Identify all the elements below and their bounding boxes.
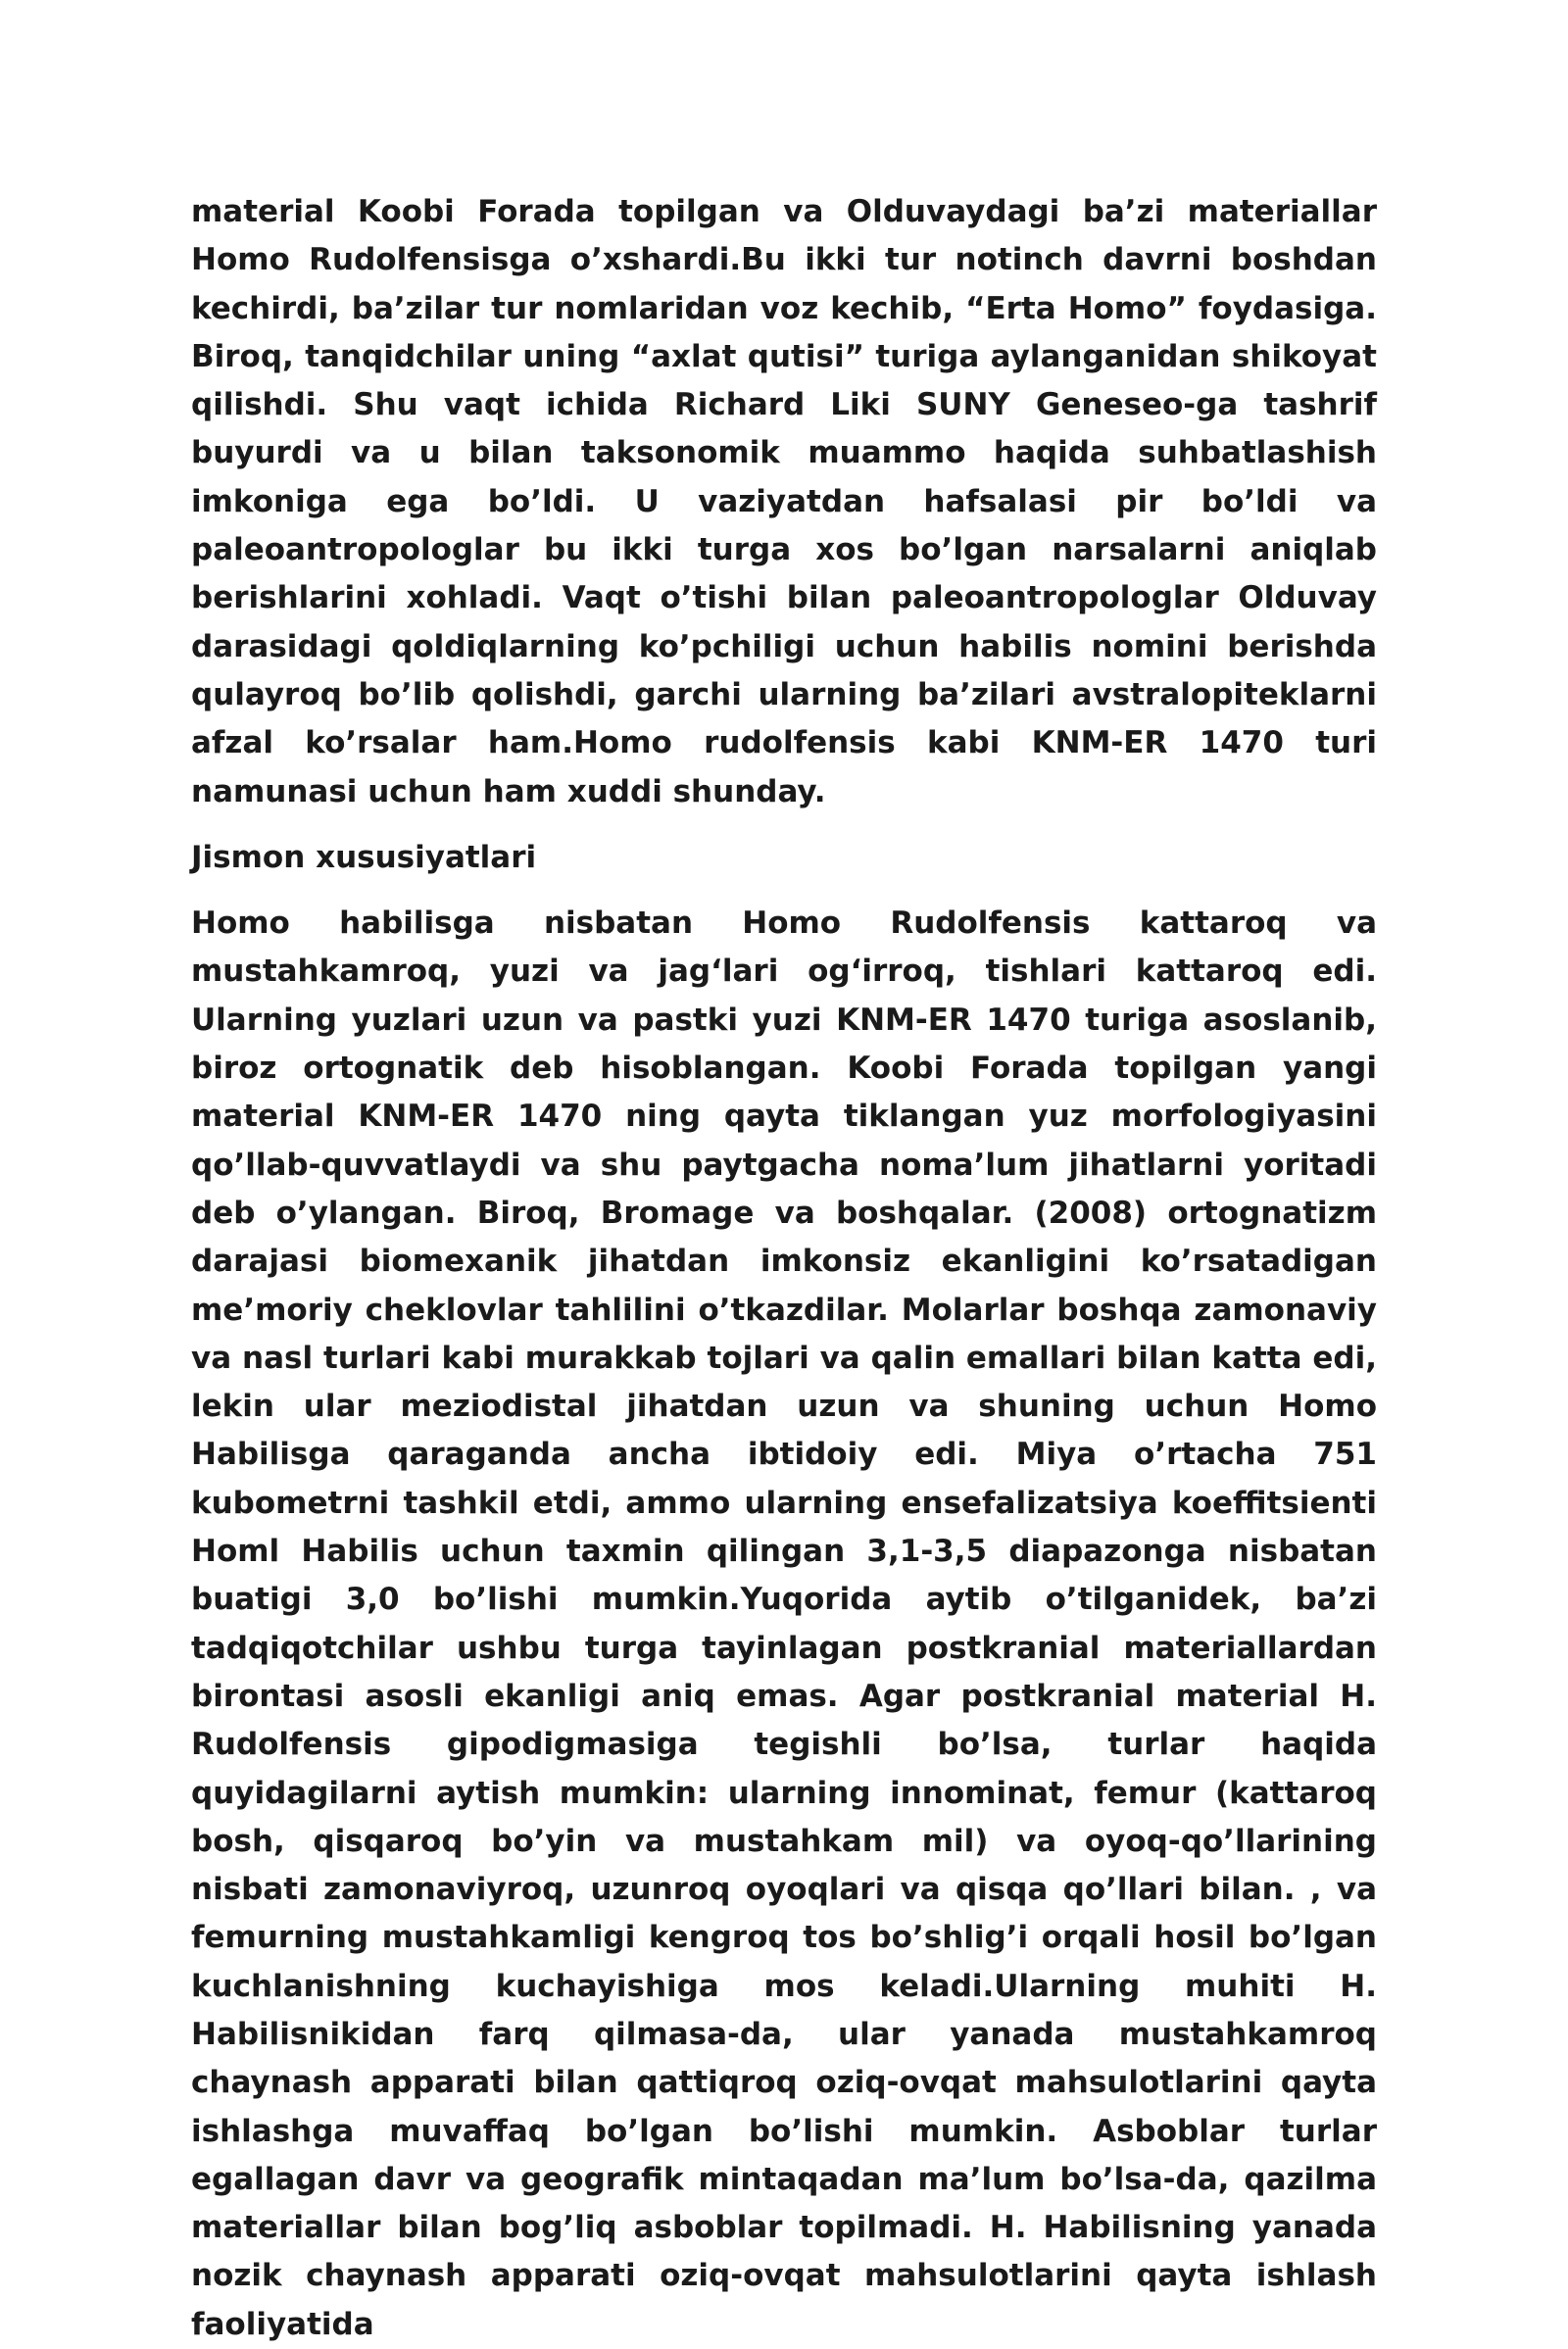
section-heading: Jismon xususiyatlari <box>191 839 537 875</box>
body-paragraph: Homo habilisga nisbatan Homo Rudolfensis kattaroq va mustahkamroq, yuzi va jag‘lari og‘irroq, tishlari kattaroq edi. Ularning yuzlari uzun va pastki yuzi KNM-ER 1470 turiga asoslanib, biroz ortognatik deb hisoblangan. Koobi Forada topilgan yangi material KNM-ER 1470 ning qayta tiklangan yuz morfologiyasini qo’llab-quvvatlaydi va shu paytgacha noma’lum jihatlarni yoritadi deb o’ylangan. Biroq, Bromage va boshqalar. (2008) ortognatizm darajasi biomexanik jihatdan imkonsiz ekanligini ko’rsatadigan me’moriy cheklovlar tahlilini o’tkazdilar. Molarlar boshqa zamonaviy va nasl turlari kabi murakkab tojlari va qalin emallari bilan katta edi, lekin ular meziodistal jihatdan uzun va shuning uchun Homo Habilisga qaraganda ancha ibtidoiy edi. Miya o’rtacha 751 kubometrni tashkil etdi, ammo ularning ensefalizatsiya koeffitsienti Homl Habilis uchun taxmin qilingan 3,1-3,5 diapazonga nisbatan buatigi 3,0 bo’lishi mumkin.Yuqorida aytib o’tilganidek, ba’zi tadqiqotchilar ushbu turga tayinlagan postkranial materiallardan birontasi asosli ekanligi aniq emas. Agar postkranial material H. Rudolfensis gipodigmasiga tegishli bo’lsa, turlar haqida quyidagilarni aytish mumkin: ularning innominat, femur (kattaroq bosh, qisqaroq bo’yin va mustahkam mil) va oyoq-qo’llarining nisbati zamonaviyroq, uzunroq oyoqlari va qisqa qo’llari bilan. , va femurning mustahkamligi kengroq tos bo’shlig’i orqali hosil bo’lgan kuchlanishning kuchayishiga mos keladi.Ularning muhiti H. Habilisnikidan farq qilmasa-da, ular yanada mustahkamroq chaynash apparati bilan qattiqroq oziq-ovqat mahsulotlarini qayta ishlashga muvaffaq bo’lgan bo’lishi mumkin. Asboblar turlar egallagan davr va geografik mintaqadan ma’lum bo’lsa-da, qazilma materiallar bilan bog’liq asboblar topilmadi. H. Habilisning yanada nozik chaynash apparati oziq-ovqat mahsulotlarini qayta ishlash faoliyatida <box>191 905 1377 2342</box>
body-paragraph: material Koobi Forada topilgan va Olduvaydagi ba’zi materiallar Homo Rudolfensisga o’xshardi.Bu ikki tur notinch davrni boshdan kechirdi, ba’zilar tur nomlaridan voz kechib, “Erta Homo” foydasiga. Biroq, tanqidchilar uning “axlat qutisi” turiga aylanganidan shikoyat qilishdi. Shu vaqt ichida Richard Liki SUNY Geneseo-ga tashrif buyurdi va u bilan taksonomik muammo haqida suhbatlashish imkoniga ega bo’ldi. U vaziyatdan hafsalasi pir bo’ldi va paleoantropologlar bu ikki turga xos bo’lgan narsalarni aniqlab berishlarini xohladi. Vaqt o’tishi bilan paleoantropologlar Olduvay darasidagi qoldiqlarning ko’pchiligi uchun habilis nomini berishda qulayroq bo’lib qolishdi, garchi ularning ba’zilari avstralopiteklarni afzal ko’rsalar ham.Homo rudolfensis kabi KNM-ER 1470 turi namunasi uchun ham xuddi shunday. <box>191 194 1377 809</box>
document-page <box>191 188 1377 2349</box>
